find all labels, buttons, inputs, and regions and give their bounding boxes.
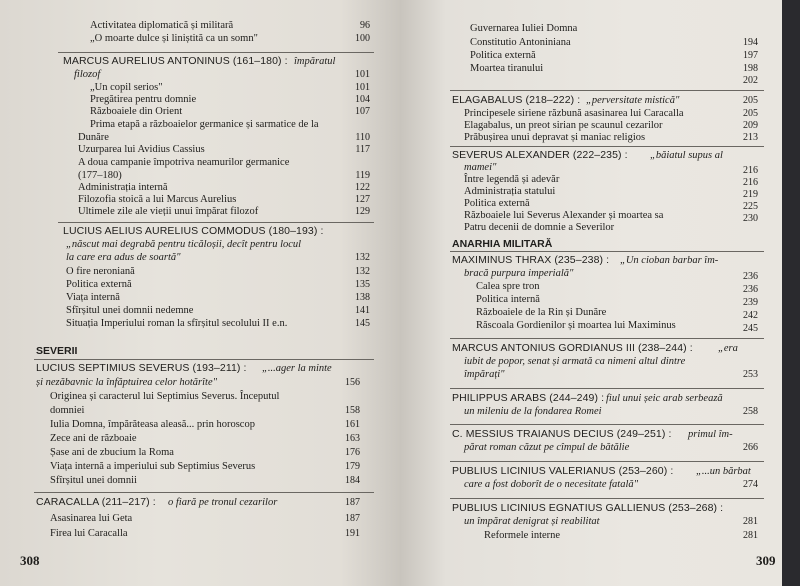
toc-entry-text: Moartea tiranului bbox=[470, 63, 544, 74]
toc-entry-page: 100 bbox=[355, 33, 370, 44]
toc-entry-page: 281 bbox=[743, 516, 758, 527]
toc-entry-page: 138 bbox=[355, 292, 370, 303]
chapter-subtitle: la care era adus de soartă" bbox=[66, 252, 181, 263]
toc-entry-text: Sfîrșitul unei domnii bbox=[50, 475, 137, 486]
chapter-subtitle: „băiatul supus al bbox=[650, 150, 723, 161]
chapter-subtitle: părat roman căzut pe cîmpul de bătălie bbox=[464, 442, 630, 453]
toc-entry-page: 187 bbox=[345, 497, 360, 508]
toc-entry-text: Administrația statului bbox=[464, 186, 556, 197]
chapter-heading-severus: LUCIUS SEPTIMIUS SEVERUS (193–211) : bbox=[36, 362, 247, 374]
toc-entry-page: 239 bbox=[743, 297, 758, 308]
chapter-heading-maximinus: MAXIMINUS THRAX (235–238) : bbox=[452, 254, 610, 266]
section-divider bbox=[450, 251, 764, 252]
toc-entry-page: 132 bbox=[355, 266, 370, 277]
toc-entry-page: 107 bbox=[355, 106, 370, 117]
chapter-subtitle: primul îm- bbox=[688, 429, 733, 440]
chapter-heading-elagabalus: ELAGABALUS (218–222) : bbox=[452, 94, 581, 106]
toc-entry-page: 274 bbox=[743, 479, 758, 490]
toc-entry-page: 104 bbox=[355, 94, 370, 105]
toc-entry-page: 161 bbox=[345, 419, 360, 430]
toc-entry-page: 101 bbox=[355, 69, 370, 80]
chapter-subtitle: „...ager la minte bbox=[262, 363, 332, 374]
toc-entry-text: Uzurparea lui Avidius Cassius bbox=[78, 144, 205, 155]
toc-entry-text: A doua campanie împotriva neamurilor germanice bbox=[78, 157, 290, 168]
toc-entry-text: Sfîrșitul unei domnii nedemne bbox=[66, 305, 194, 316]
section-divider bbox=[450, 498, 764, 499]
toc-entry-page: 236 bbox=[743, 271, 758, 282]
toc-entry-page: 187 bbox=[345, 513, 360, 524]
toc-entry-page: 194 bbox=[743, 37, 758, 48]
toc-entry-page: 213 bbox=[743, 132, 758, 143]
chapter-subtitle: „era bbox=[718, 343, 738, 354]
chapter-heading-valerianus: PUBLIUS LICINIUS VALERIANUS (253–260) : bbox=[452, 465, 674, 477]
toc-entry-text: Prima etapă a războaielor germanice și sarmatice de la bbox=[90, 119, 319, 130]
page-number: 309 bbox=[756, 553, 776, 568]
chapter-subtitle: împărați" bbox=[464, 369, 505, 380]
toc-entry-text: Războaiele lui Severus Alexander și moartea sa bbox=[464, 210, 664, 221]
toc-entry-page: 101 bbox=[355, 82, 370, 93]
toc-entry-text: Politica internă bbox=[476, 294, 540, 305]
toc-entry-page: 205 bbox=[743, 108, 758, 119]
page-number: 308 bbox=[20, 553, 40, 568]
toc-entry-text: Firea lui Caracalla bbox=[50, 528, 128, 539]
chapter-heading-decius: C. MESSIUS TRAIANUS DECIUS (249–251) : bbox=[452, 428, 672, 440]
chapter-heading-philippus: PHILIPPUS ARABS (244–249) : bbox=[452, 392, 605, 404]
toc-entry-text: Constitutio Antoniniana bbox=[470, 37, 571, 48]
chapter-subtitle: care a fost doborît de o necesitate fatală" bbox=[464, 479, 639, 490]
toc-entry-page: 135 bbox=[355, 279, 370, 290]
toc-entry-page: 127 bbox=[355, 194, 370, 205]
toc-entry-page: 225 bbox=[743, 201, 758, 212]
toc-entry-page: 198 bbox=[743, 63, 758, 74]
toc-entry-page: 266 bbox=[743, 442, 758, 453]
toc-entry-text: Războaiele din Orient bbox=[90, 106, 183, 117]
section-divider bbox=[450, 424, 764, 425]
section-divider bbox=[34, 492, 374, 493]
toc-entry-text: Originea și caracterul lui Septimius Severus. Începutul bbox=[50, 391, 280, 402]
chapter-heading-caracalla: CARACALLA (211–217) : bbox=[36, 496, 156, 508]
toc-entry-text: Pregătirea pentru domnie bbox=[90, 94, 197, 105]
toc-entry-page: 253 bbox=[743, 369, 758, 380]
toc-entry-text: Prăbușirea unui depravat și maniac religios bbox=[464, 132, 646, 143]
toc-entry-page: 242 bbox=[743, 310, 758, 321]
toc-entry-text: domniei bbox=[50, 405, 85, 416]
toc-entry-page: 230 bbox=[743, 213, 758, 224]
section-divider bbox=[58, 222, 374, 223]
toc-entry-page: 96 bbox=[360, 20, 370, 31]
toc-entry-page: 184 bbox=[345, 475, 360, 486]
toc-entry-page: 281 bbox=[743, 530, 758, 541]
toc-entry-text: Administrația internă bbox=[78, 182, 168, 193]
toc-entry-page: 209 bbox=[743, 120, 758, 131]
toc-entry-page: 156 bbox=[345, 377, 360, 388]
toc-entry-text: Asasinarea lui Geta bbox=[50, 513, 133, 524]
toc-entry-page: 122 bbox=[355, 182, 370, 193]
toc-entry-text: Situația Imperiului roman la sfîrșitul secolului II e.n. bbox=[66, 318, 288, 329]
chapter-subtitle: un împărat denigrat și reabilitat bbox=[464, 516, 600, 527]
chapter-subtitle: împăratul bbox=[294, 56, 336, 67]
toc-entry-text: (177–180) bbox=[78, 170, 122, 181]
toc-entry-page: 158 bbox=[345, 405, 360, 416]
toc-entry-page: 129 bbox=[355, 206, 370, 217]
chapter-heading-gordianus: MARCUS ANTONIUS GORDIANUS III (238–244) : bbox=[452, 342, 693, 354]
chapter-subtitle: „...un bărbat bbox=[696, 466, 751, 477]
chapter-subtitle: iubit de popor, senat și armată ca nimeni altul dintre bbox=[464, 356, 686, 367]
chapter-subtitle: mamei" bbox=[464, 162, 497, 173]
section-divider bbox=[450, 338, 764, 339]
chapter-subtitle: filozof bbox=[74, 69, 101, 80]
toc-entry-text: Principesele siriene răzbună asasinarea lui Caracalla bbox=[464, 108, 684, 119]
section-divider bbox=[58, 52, 374, 53]
toc-entry-text: Politica externă bbox=[464, 198, 530, 209]
toc-entry-text: Viața internă bbox=[66, 292, 120, 303]
toc-entry-text: „O moarte dulce și liniștită ca un somn" bbox=[90, 33, 258, 44]
chapter-subtitle: fiul unui șeic arab serbează bbox=[606, 393, 723, 404]
toc-entry-page: 202 bbox=[743, 75, 758, 86]
toc-entry-text: Între legendă și adevăr bbox=[464, 174, 560, 185]
toc-entry-text: Politica externă bbox=[470, 50, 536, 61]
section-divider bbox=[450, 461, 764, 462]
toc-entry-page: 163 bbox=[345, 433, 360, 444]
toc-entry-page: 176 bbox=[345, 447, 360, 458]
section-divider bbox=[34, 359, 374, 360]
toc-entry-text: Activitatea diplomatică și militară bbox=[90, 20, 234, 31]
toc-entry-text: Zece ani de războaie bbox=[50, 433, 137, 444]
toc-entry-page: 216 bbox=[743, 165, 758, 176]
toc-entry-page: 117 bbox=[355, 144, 370, 155]
section-title-severii: SEVERII bbox=[36, 345, 78, 357]
section-divider bbox=[450, 388, 764, 389]
toc-entry-page: 110 bbox=[355, 132, 370, 143]
toc-entry-text: Viața internă a imperiului sub Septimius Severus bbox=[50, 461, 256, 472]
chapter-subtitle: bracă purpura imperială" bbox=[464, 268, 574, 279]
chapter-heading-alexander: SEVERUS ALEXANDER (222–235) : bbox=[452, 149, 628, 161]
section-divider bbox=[450, 90, 764, 91]
chapter-subtitle: „Un cioban barbar îm- bbox=[620, 255, 719, 266]
toc-entry-text: Războaiele de la Rin și Dunăre bbox=[476, 307, 607, 318]
toc-entry-text: Dunăre bbox=[78, 132, 109, 143]
chapter-subtitle: o fiară pe tronul cezarilor bbox=[168, 497, 278, 508]
toc-entry-page: 219 bbox=[743, 189, 758, 200]
toc-entry-page: 236 bbox=[743, 284, 758, 295]
toc-entry-page: 245 bbox=[743, 323, 758, 334]
chapter-subtitle: și nezăbavnic la înfăptuirea celor hotărîte" bbox=[36, 377, 218, 388]
chapter-heading-marcus: MARCUS AURELIUS ANTONINUS (161–180) : bbox=[63, 55, 288, 67]
section-title-anarhia: ANARHIA MILITARĂ bbox=[452, 238, 553, 250]
chapter-subtitle: „născut mai degrabă pentru ticăloșii, decît pentru locul bbox=[66, 239, 302, 250]
toc-entry-text: Ultimele zile ale vieții unui împărat filozof bbox=[78, 206, 259, 217]
chapter-subtitle: un mileniu de la fondarea Romei bbox=[464, 406, 602, 417]
toc-entry-text: Elagabalus, un preot sirian pe scaunul cezarilor bbox=[464, 120, 663, 131]
toc-entry-text: Politica externă bbox=[66, 279, 132, 290]
section-divider bbox=[450, 146, 764, 147]
toc-entry-text: Guvernarea Iuliei Domna bbox=[470, 23, 578, 34]
toc-entry-text: Calea spre tron bbox=[476, 281, 540, 292]
toc-entry-text: Patru decenii de domnie a Severilor bbox=[464, 222, 615, 233]
toc-entry-page: 216 bbox=[743, 177, 758, 188]
right-page bbox=[400, 0, 782, 586]
toc-entry-page: 145 bbox=[355, 318, 370, 329]
toc-entry-text: Răscoala Gordienilor și moartea lui Maximinus bbox=[476, 320, 676, 331]
toc-entry-page: 205 bbox=[743, 95, 758, 106]
toc-entry-text: O fire neroniană bbox=[66, 266, 135, 277]
chapter-heading-gallienus: PUBLIUS LICINIUS EGNATIUS GALLIENUS (253–268) : bbox=[452, 502, 724, 514]
chapter-heading-commodus: LUCIUS AELIUS AURELIUS COMMODUS (180–193) : bbox=[63, 225, 324, 237]
toc-entry-page: 141 bbox=[355, 305, 370, 316]
toc-entry-text: Iulia Domna, împărăteasa aleasă... prin horoscop bbox=[50, 419, 255, 430]
toc-entry-text: Șase ani de zbucium la Roma bbox=[50, 447, 174, 458]
chapter-subtitle: „perversitate mistică" bbox=[586, 95, 680, 106]
toc-entry-page: 258 bbox=[743, 406, 758, 417]
toc-entry-page: 191 bbox=[345, 528, 360, 539]
toc-entry-page: 119 bbox=[355, 170, 370, 181]
toc-entry-text: „Un copil serios" bbox=[90, 82, 163, 93]
toc-entry-page: 179 bbox=[345, 461, 360, 472]
toc-entry-page: 197 bbox=[743, 50, 758, 61]
toc-entry-page: 132 bbox=[355, 252, 370, 263]
toc-entry-text: Reformele interne bbox=[484, 530, 561, 541]
toc-entry-text: Filozofia stoică a lui Marcus Aurelius bbox=[78, 194, 237, 205]
